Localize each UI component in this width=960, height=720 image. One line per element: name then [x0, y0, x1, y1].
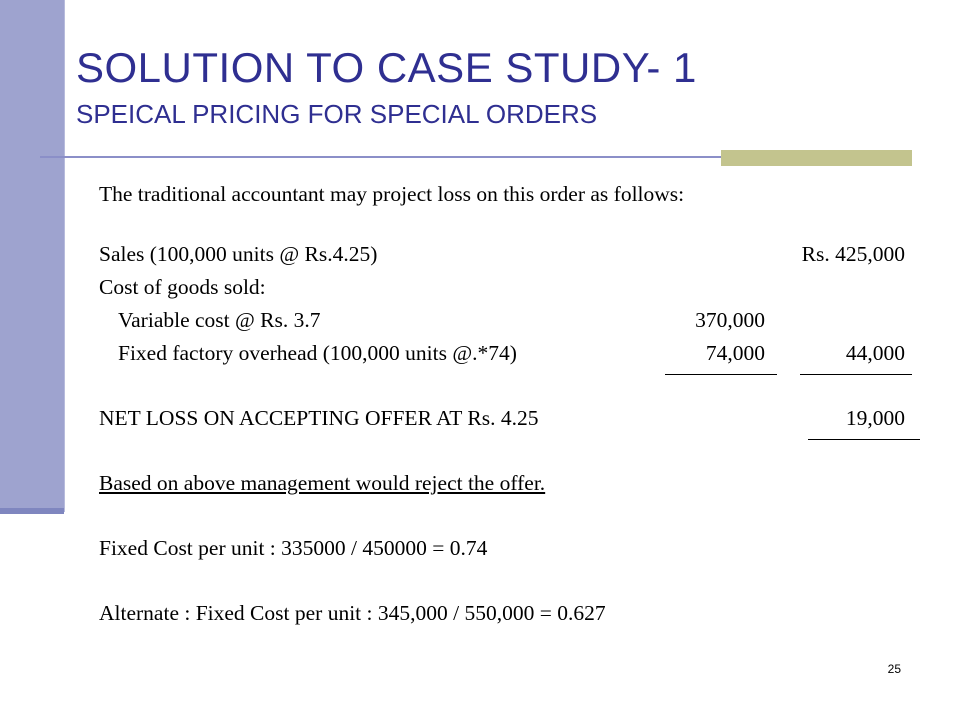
subtotal-rule — [665, 374, 777, 375]
net-loss-label: NET LOSS ON ACCEPTING OFFER AT Rs. 4.25 — [99, 406, 539, 430]
sales-label: Sales (100,000 units @ Rs.4.25) — [99, 242, 378, 266]
fixed-overhead-total: 44,000 — [845, 341, 905, 365]
conclusion-text: Based on above management would reject the offer. — [99, 471, 546, 495]
total-rule — [800, 374, 912, 375]
net-loss-value: 19,000 — [845, 406, 905, 430]
slide-subtitle: SPEICAL PRICING FOR SPECIAL ORDERS — [76, 99, 598, 129]
variable-cost-label: Variable cost @ Rs. 3.7 — [118, 308, 321, 332]
fixed-overhead-value: 74,000 — [705, 341, 765, 365]
slide-title: SOLUTION TO CASE STUDY- 1 — [76, 44, 697, 91]
title-divider-accent — [721, 150, 912, 166]
decorative-side-bar — [0, 0, 65, 512]
slide-number: 25 — [887, 662, 901, 676]
cogs-label: Cost of goods sold: — [99, 275, 266, 299]
fixed-cost-line: Fixed Cost per unit : 335000 / 450000 = 0.74 — [99, 536, 488, 560]
intro-text: The traditional accountant may project loss on this order as follows: — [99, 182, 685, 206]
sales-value: Rs. 425,000 — [801, 242, 905, 266]
fixed-overhead-label: Fixed factory overhead (100,000 units @.*74) — [118, 341, 517, 365]
net-loss-rule — [808, 439, 920, 440]
decorative-side-bar-base — [0, 508, 64, 514]
variable-cost-value: 370,000 — [695, 308, 765, 332]
alternate-line: Alternate : Fixed Cost per unit : 345,000 / 550,000 = 0.627 — [99, 601, 606, 625]
